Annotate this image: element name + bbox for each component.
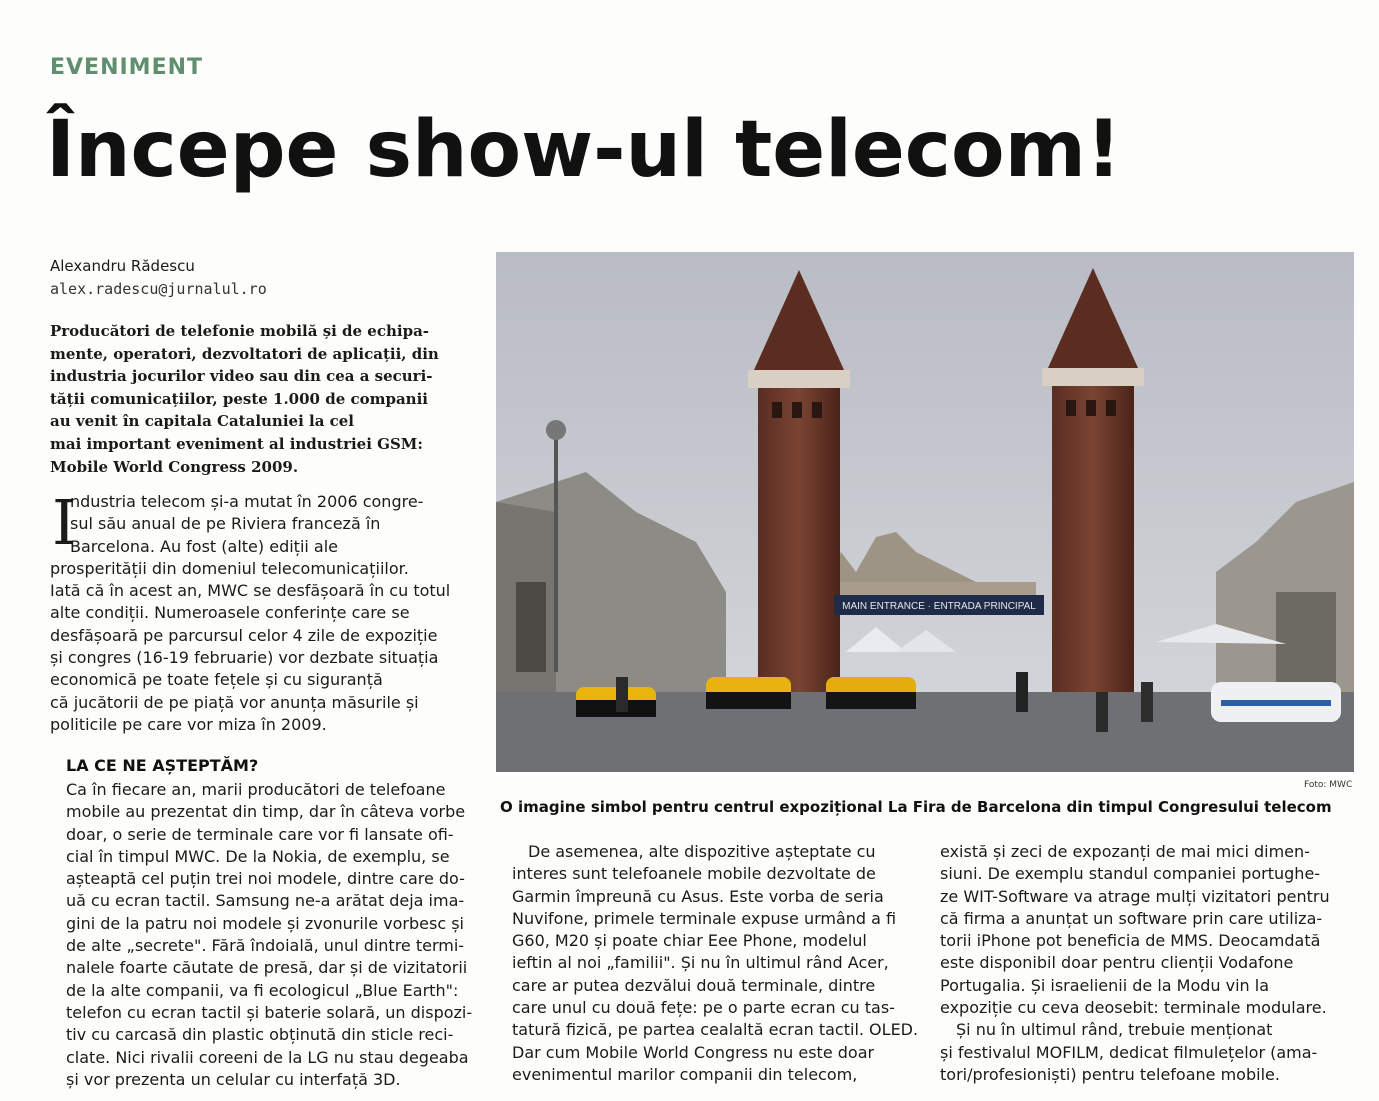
body-line: că jucătorii de pe piață vor anunța măsurile și — [50, 692, 419, 712]
body-line: de alte „secrete". Fără îndoială, unul dintre termi- — [66, 936, 465, 956]
body-line: economică pe toate fețele și cu siguranță — [50, 670, 383, 690]
body-line: că firma a anunțat un software prin care utiliza- — [940, 908, 1323, 928]
body-line: și vor prezenta un celular cu interfață 3D. — [66, 1069, 401, 1089]
body-line: Nuvifone, primele terminale expuse urmând a fi — [512, 908, 897, 928]
body-line: telefon cu ecran tactil și baterie solară, un dispozi- — [66, 1002, 473, 1022]
body-line: există și zeci de expozanți de mai mici dimen- — [940, 842, 1310, 861]
photo-credit: Foto: MWC — [1304, 780, 1353, 790]
body-paragraph-exhibitors — [940, 841, 1360, 1086]
body-line: Ca în fiecare an, marii producători de telefoane — [66, 780, 446, 799]
lead-line: au venit în capitala Cataluniei la cel — [50, 412, 355, 431]
body-line: ndustria telecom și-a mutat în 2006 congre- — [70, 492, 424, 511]
body-paragraph-devices — [512, 841, 932, 1086]
venetian-towers-photo — [496, 252, 1354, 772]
photo-caption: O imagine simbol pentru centrul expozițional La Fira de Barcelona din timpul Congresului telecom — [500, 798, 1332, 816]
body-line: este disponibil doar pentru clienții Vodafone — [940, 953, 1294, 973]
body-line: cial în timpul MWC. De la Nokia, de exemplu, se — [66, 846, 450, 866]
body-line: Și nu în ultimul rând, trebuie menționat — [956, 1020, 1273, 1040]
body-line: expoziție cu ceva deosebit: terminale modulare. — [940, 998, 1327, 1018]
drop-cap: I — [52, 486, 77, 559]
body-line: ze WIT-Software va atrage mulți vizitatori pentru — [940, 886, 1330, 906]
body-line: Iată că în acest an, MWC se desfășoară în cu totul — [50, 581, 451, 601]
lead-line: Mobile World Congress 2009. — [50, 457, 299, 476]
body-line: tiv cu carcasă din plastic obținută din sticle reci- — [66, 1025, 454, 1045]
body-line: Portugalia. Și israelienii de la Modu vin la — [940, 975, 1270, 995]
body-line: gini de la patru noi modele și zvonurile vorbesc și — [66, 913, 464, 933]
body-line: doar, o serie de terminale care vor fi lansate ofi- — [66, 824, 454, 844]
body-line: Barcelona. Au fost (alte) ediții ale — [70, 536, 339, 556]
body-line: G60, M20 și poate chiar Eee Phone, modelul — [512, 931, 867, 951]
headline: Începe show-ul telecom! — [46, 105, 1122, 195]
body-line: prosperității din domeniul telecomunicațiilor. — [50, 558, 409, 578]
body-line: politicile pe care vor miza în 2009. — [50, 714, 327, 734]
subheading: LA CE NE AȘTEPTĂM? — [66, 756, 259, 775]
body-line: care ar putea dezvălui două terminale, dintre — [512, 975, 876, 995]
body-paragraph-expectations — [66, 779, 486, 1091]
body-line: așteaptă cel puțin trei noi modele, dintre care do- — [66, 869, 465, 889]
body-line: torii iPhone pot beneficia de MMS. Deocamdată — [940, 931, 1321, 951]
lead-line: tății comunicațiilor, peste 1.000 de companii — [50, 389, 428, 408]
body-line: uă cu ecran tactil. Samsung ne-a arătat deja ima- — [66, 891, 465, 911]
body-line: ieftin al noi „familii". Și nu în ultimul rând Acer, — [512, 953, 889, 973]
lead-line: Producători de telefonie mobilă și de echipa- — [50, 322, 430, 340]
body-line: nalele foarte căutate de presă, dar și de vizitatorii — [66, 958, 468, 978]
body-line: Dar cum Mobile World Congress nu este doar — [512, 1042, 875, 1062]
body-line: sul său anual de pe Riviera franceză în — [70, 514, 381, 534]
body-line: tatură fizică, pe partea cealaltă ecran tactil. OLED. — [512, 1020, 919, 1040]
body-line: care unul cu două fețe: pe o parte ecran cu tas- — [512, 998, 895, 1018]
lead-line: mente, operatori, dezvoltatori de aplicații, din — [50, 344, 439, 363]
author-email[interactable]: alex.radescu@jurnalul.ro — [50, 280, 267, 298]
body-line: desfășoară pe parcursul celor 4 zile de expoziție — [50, 625, 438, 645]
article-photo — [496, 252, 1354, 772]
author-name: Alexandru Rădescu — [50, 257, 195, 275]
body-paragraph-intro — [50, 486, 470, 736]
body-line: Garmin împreună cu Asus. Este vorba de seria — [512, 886, 884, 906]
body-line: și festivalul MOFILM, dedicat filmulețelor (ama- — [940, 1042, 1318, 1062]
body-line: interes sunt telefoanele mobile dezvoltate de — [512, 864, 876, 884]
entrance-banner-text: MAIN ENTRANCE · ENTRADA PRINCIPAL — [842, 601, 1036, 612]
body-line: tori/profesioniști) pentru telefoane mobile. — [940, 1064, 1280, 1084]
body-line: mobile au prezentat din timp, dar în câteva vorbe — [66, 802, 466, 822]
lead-line: mai important eveniment al industriei GSM: — [50, 434, 423, 453]
section-tag: EVENIMENT — [50, 55, 204, 80]
body-line: clate. Nici rivalii coreeni de la LG nu stau degeaba — [66, 1047, 469, 1067]
lead-line: industria jocurilor video sau din cea a securi- — [50, 367, 433, 386]
body-line: De asemenea, alte dispozitive așteptate cu — [528, 842, 876, 861]
body-line: evenimentul marilor companii din telecom, — [512, 1064, 858, 1084]
body-line: alte condiții. Numeroasele conferințe care se — [50, 603, 410, 623]
body-line: și congres (16-19 februarie) vor dezbate situația — [50, 648, 439, 668]
body-line: siuni. De exemplu standul companiei portughe- — [940, 864, 1321, 884]
lead-paragraph — [50, 320, 460, 478]
body-line: de la alte companii, va fi ecologicul „Blue Earth": — [66, 980, 459, 1000]
